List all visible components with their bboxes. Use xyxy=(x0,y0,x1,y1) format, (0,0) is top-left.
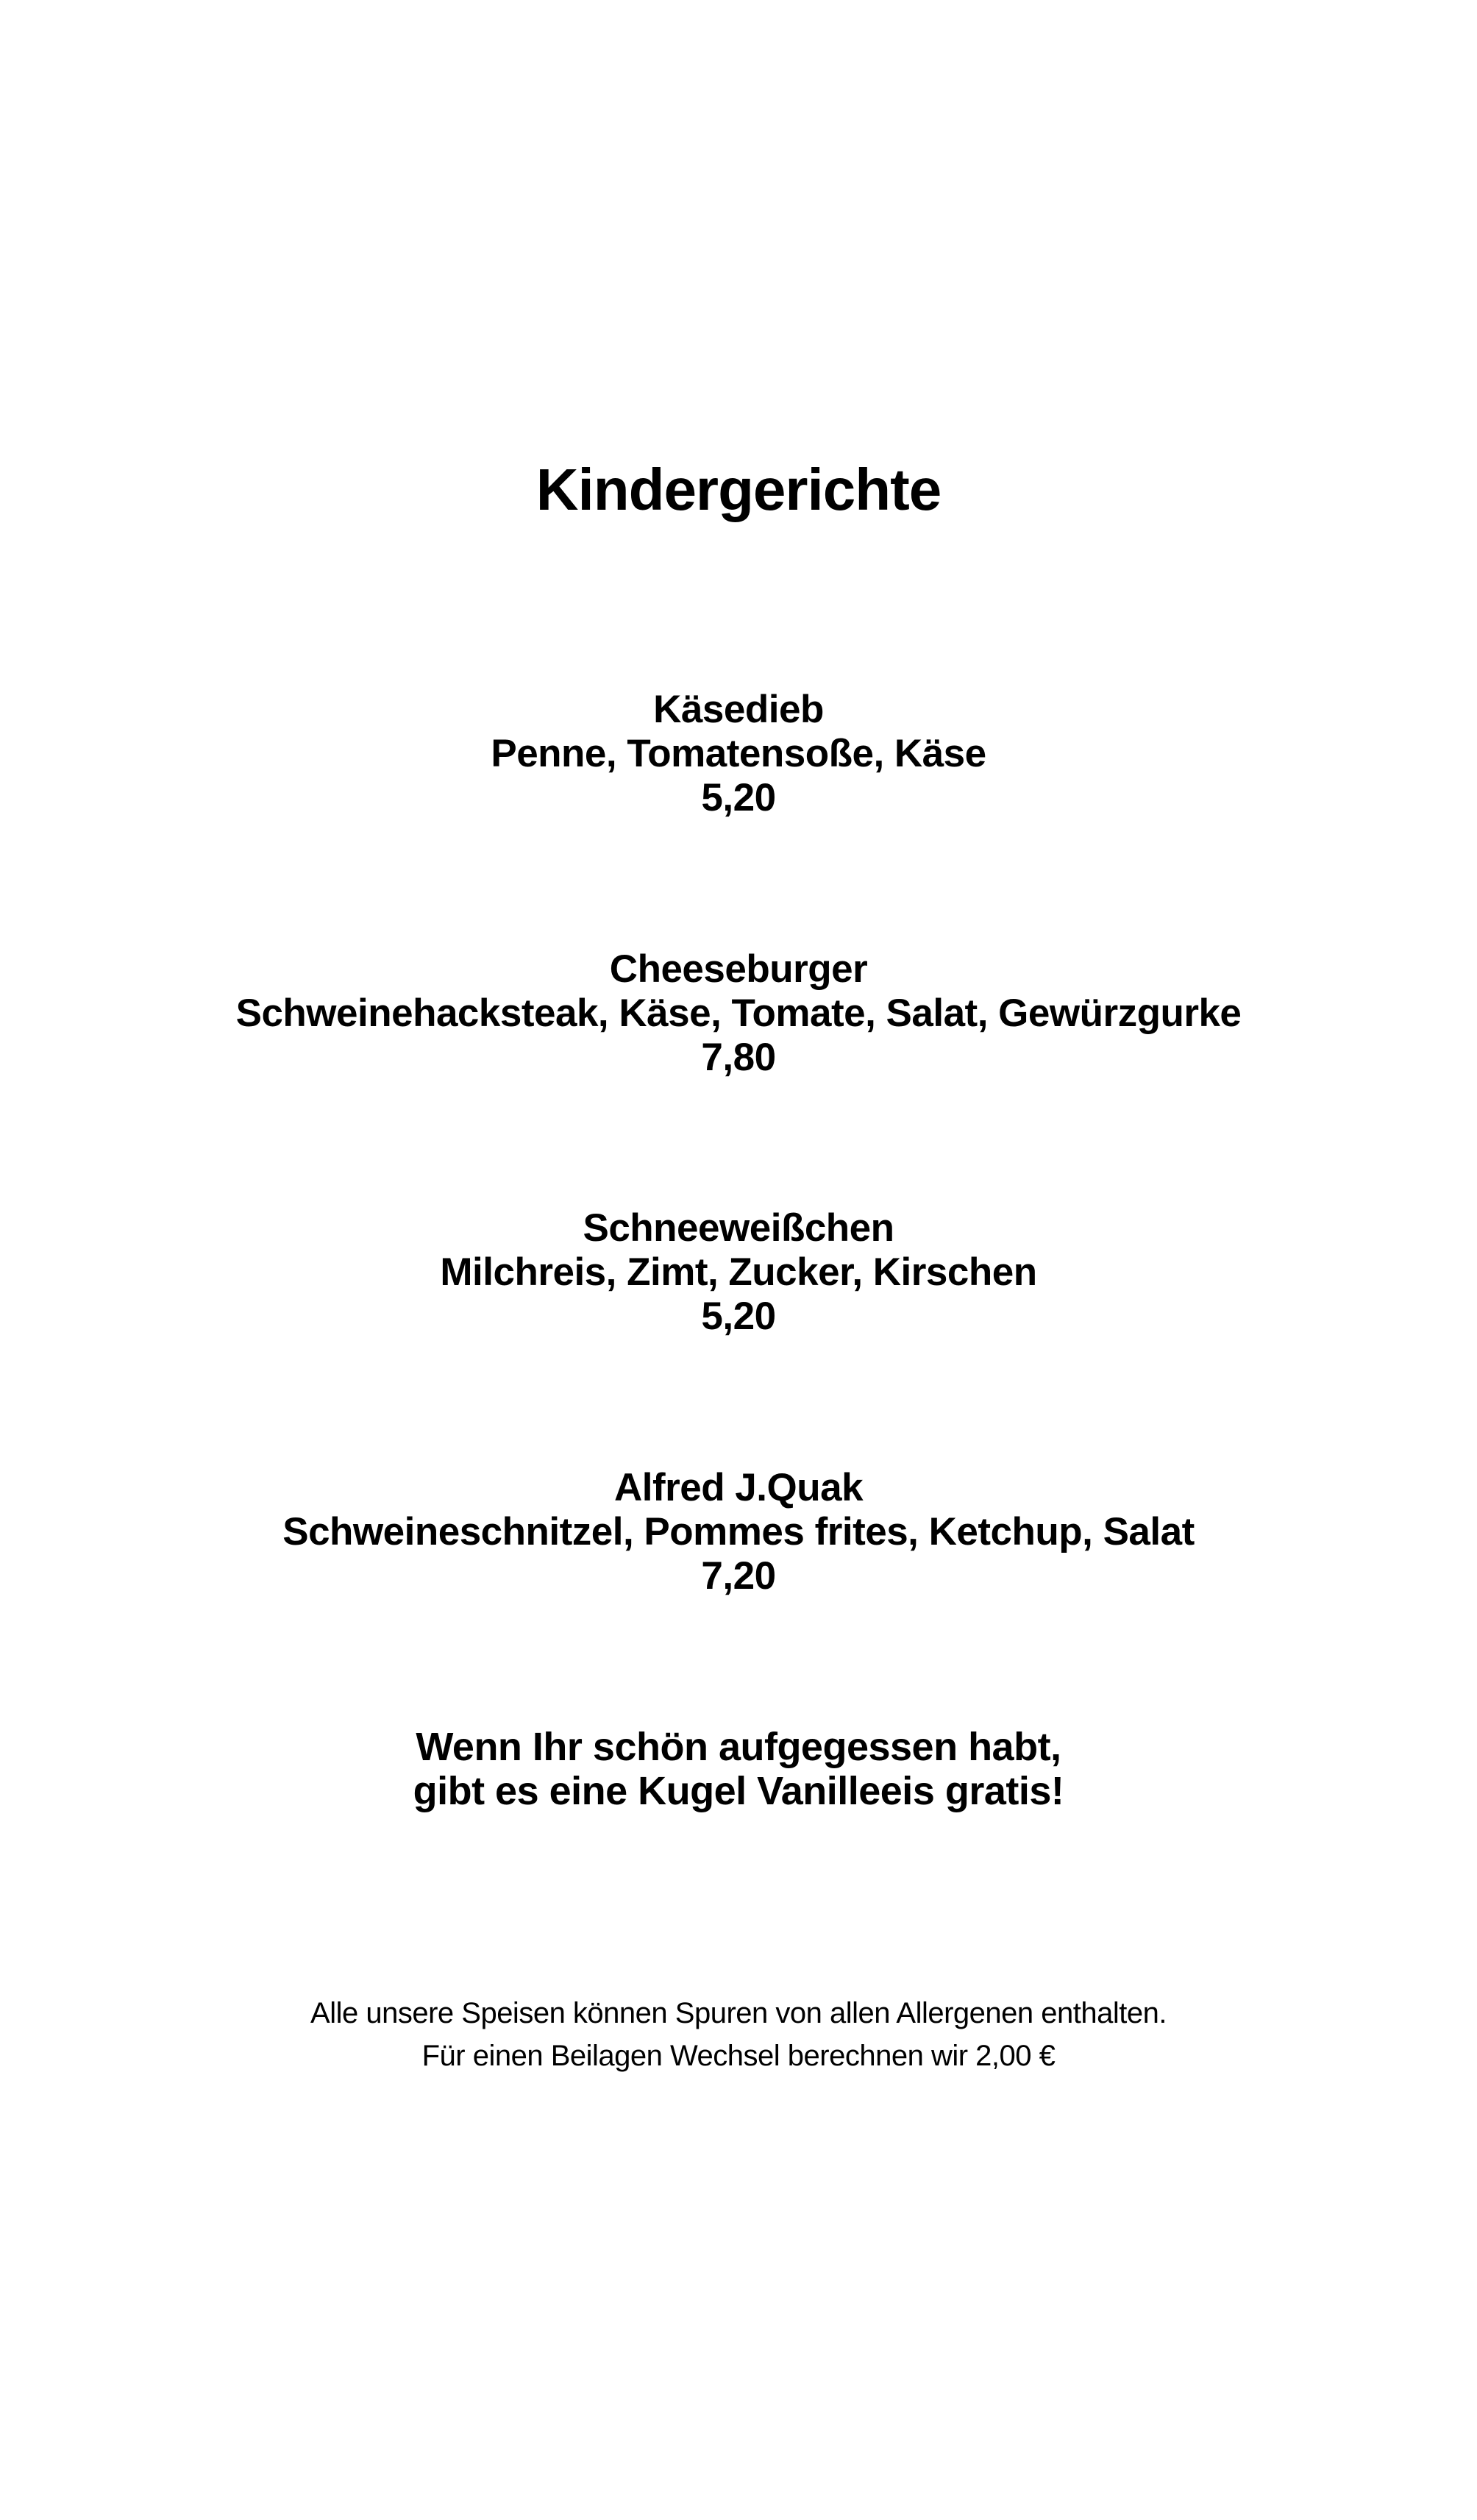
dish-price: 5,20 xyxy=(701,1295,776,1338)
menu-item xyxy=(0,1466,1477,1598)
menu-item xyxy=(0,947,1477,1080)
promo-text xyxy=(0,1725,1477,1813)
dish-name: Käsedieb xyxy=(653,688,824,731)
promo-line: Wenn Ihr schön aufgegessen habt, xyxy=(416,1725,1061,1769)
dish-name: Cheeseburger xyxy=(609,947,868,991)
menu-item xyxy=(0,688,1477,820)
dish-name: Schneeweißchen xyxy=(583,1206,894,1250)
promo-line: gibt es eine Kugel Vanilleeis gratis! xyxy=(413,1769,1064,1813)
side-change-note: Für einen Beilagen Wechsel berechnen wir 2,00 € xyxy=(421,2040,1056,2072)
allergen-note: Alle unsere Speisen können Spuren von allen Allergenen enthalten. xyxy=(310,1997,1167,2029)
dish-ingredients: Schweineschnitzel, Pommes frites, Ketchup, Salat xyxy=(282,1510,1195,1553)
dish-price: 7,20 xyxy=(701,1554,776,1598)
dish-price: 7,80 xyxy=(701,1036,776,1079)
dish-name: Alfred J.Quak xyxy=(613,1466,864,1509)
footer-note xyxy=(0,1992,1477,2077)
dish-price: 5,20 xyxy=(701,776,776,819)
dish-ingredients: Schweinehacksteak, Käse, Tomate, Salat, Gewürzgurke xyxy=(235,992,1242,1035)
page-title: Kindergerichte xyxy=(535,457,942,522)
dish-ingredients: Penne, Tomatensoße, Käse xyxy=(491,732,986,775)
menu-item xyxy=(0,1206,1477,1339)
dish-ingredients: Milchreis, Zimt, Zucker, Kirschen xyxy=(440,1250,1037,1294)
